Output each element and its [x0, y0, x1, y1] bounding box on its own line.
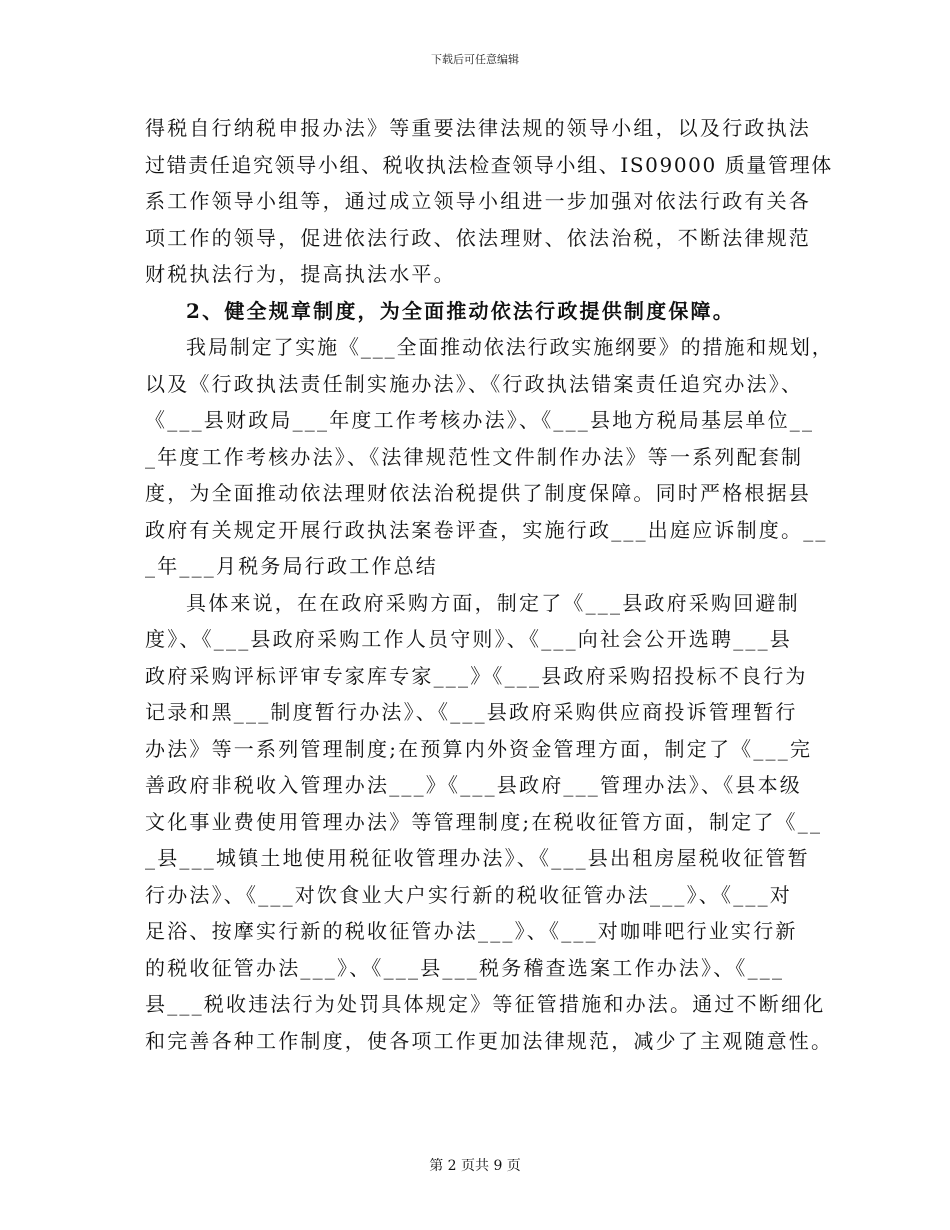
body-line: 得税自行纳税申报办法》等重要法律法规的领导小组，以及行政执法 — [145, 116, 811, 140]
body-line: 的税收征管办法___》、《___县___税务稽查选案工作办法》、《___ — [145, 955, 785, 980]
document-body — [145, 110, 835, 1059]
body-line: 过错责任追究领导小组、税收执法检查领导小组、IS09000 质量管理体 — [145, 152, 833, 177]
body-line: 县___税收违法行为处罚具体规定》等征管措施和办法。通过不断细化 — [145, 992, 826, 1016]
page-number: 第 2 页共 9 页 — [429, 1158, 521, 1174]
body-line: 政府采购评标评审专家库专家___》《___县政府采购招投标不良行为 — [145, 663, 808, 688]
body-line: 系工作领导小组等，通过成立领导小组进一步加强对依法行政有关各 — [145, 189, 811, 213]
body-line: 度》、《___县政府采购工作人员守则》、《___向社会公开选聘___县 — [145, 627, 792, 651]
body-line: 《___县财政局___年度工作考核办法》、《___县地方税局基层单位__ — [145, 408, 815, 432]
body-line: 善政府非税收入管理办法___》《___县政府___管理办法》、《县本级 — [145, 773, 802, 797]
section-heading: 2、健全规章制度，为全面推动依法行政提供制度保障。 — [186, 298, 735, 323]
body-line: _年___月税务局行政工作总结 — [145, 554, 438, 578]
body-line: _年度工作考核办法》、《法律规范性文件制作办法》等一系列配套制 — [145, 444, 804, 469]
body-line: 具体来说，在在政府采购方面，制定了《___县政府采购回避制 — [186, 590, 800, 615]
body-line: 度，为全面推动依法理财依法治税提供了制度保障。同时严格根据县 — [145, 481, 811, 505]
body-line: 和完善各种工作制度，使各项工作更加法律规范，减少了主观随意性。 — [145, 1028, 834, 1053]
body-line: 政府有关规定开展行政执法案卷评查，实施行政___出庭应诉制度。__ — [145, 517, 828, 542]
body-line: 我局制定了实施《___全面推动依法行政实施纲要》的措施和规划， — [186, 335, 834, 359]
body-line: 文化事业费使用管理办法》等管理制度;在税收征管方面，制定了《__ — [145, 809, 823, 834]
body-line: 足浴、按摩实行新的税收征管办法___》、《___对咖啡吧行业实行新 — [145, 919, 798, 943]
body-line: 行办法》、《___对饮食业大户实行新的税收征管办法___》、《___对 — [145, 882, 792, 907]
body-line: _县___城镇土地使用税征收管理办法》、《___县出租房屋税收征管暂 — [145, 846, 810, 870]
body-line: 财税执法行为，提高执法水平。 — [145, 262, 456, 286]
body-line: 项工作的领导，促进依法行政、依法理财、依法治税，不断法律规范 — [145, 225, 811, 250]
body-line: 以及《行政执法责任制实施办法》、《行政执法错案责任追究办法》、 — [145, 371, 804, 396]
page-header: 下载后可任意编辑 — [431, 53, 519, 66]
body-line: 办法》等一系列管理制度;在预算内外资金管理方面，制定了《___完 — [145, 736, 813, 761]
body-line: 记录和黑___制度暂行办法》、《___县政府采购供应商投诉管理暂行 — [145, 700, 798, 724]
